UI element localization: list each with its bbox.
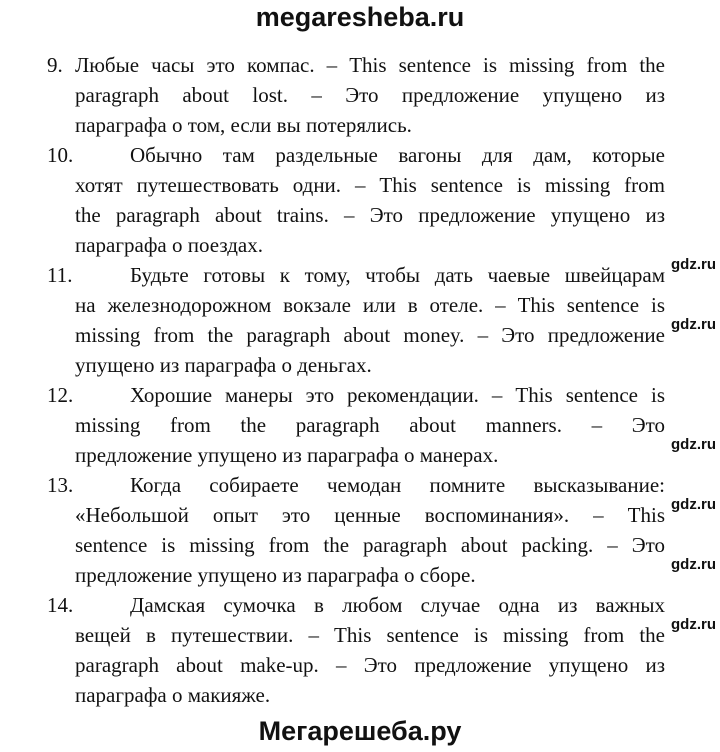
watermark: gdz.ru	[671, 316, 716, 333]
item-number: 10.	[47, 143, 74, 167]
item-text-line: на железнодорожном вокзале или в отеле. – This sentence is	[75, 293, 665, 317]
item-text-line: missing from the paragraph about money. – Это предложение	[75, 323, 665, 347]
watermark: gdz.ru	[671, 496, 716, 513]
item-number: 14.	[47, 593, 74, 617]
item-text-line: Когда собираете чемодан помните высказывание:	[130, 473, 665, 497]
watermark: gdz.ru	[671, 256, 716, 273]
item-text-line: упущено из параграфа о деньгах.	[75, 353, 372, 377]
item-number: 12.	[47, 383, 74, 407]
item-text-line: предложение упущено из параграфа о манерах.	[75, 443, 499, 467]
item-number: 9.	[47, 53, 63, 77]
watermark: gdz.ru	[671, 616, 716, 633]
site-header: megaresheba.ru	[255, 2, 465, 32]
item-text-line: Любые часы это компас. – This sentence is missing from the	[75, 53, 665, 77]
item-number: 13.	[47, 473, 74, 497]
item-text-line: параграфа о том, если вы потерялись.	[75, 113, 412, 137]
item-text-line: paragraph about lost. – Это предложение упущено из	[75, 83, 665, 107]
item-text-line: параграфа о поездах.	[75, 233, 263, 257]
item-text-line: вещей в путешествии. – This sentence is missing from the	[75, 623, 665, 647]
item-text-line: Обычно там раздельные вагоны для дам, которые	[130, 143, 665, 167]
item-text-line: sentence is missing from the paragraph about packing. – Это	[75, 533, 665, 557]
item-text-line: предложение упущено из параграфа о сборе.	[75, 563, 476, 587]
watermark: gdz.ru	[671, 436, 716, 453]
item-text-line: the paragraph about trains. – Это предложение упущено из	[75, 203, 665, 227]
watermark: gdz.ru	[671, 556, 716, 573]
item-text-line: missing from the paragraph about manners. – Это	[75, 413, 665, 437]
item-text-line: параграфа о макияже.	[75, 683, 271, 707]
item-text-line: «Небольшой опыт это ценные воспоминания». – This	[75, 503, 665, 527]
item-text-line: Хорошие манеры это рекомендации. – This sentence is	[130, 383, 665, 407]
item-text-line: Дамская сумочка в любом случае одна из важных	[130, 593, 665, 617]
item-text-line: Будьте готовы к тому, чтобы дать чаевые швейцарам	[130, 263, 665, 287]
site-footer: Мегарешеба.ру	[258, 716, 462, 746]
item-text-line: хотят путешествовать одни. – This sentence is missing from	[75, 173, 665, 197]
item-text-line: paragraph about make-up. – Это предложение упущено из	[75, 653, 665, 677]
item-number: 11.	[47, 263, 73, 287]
